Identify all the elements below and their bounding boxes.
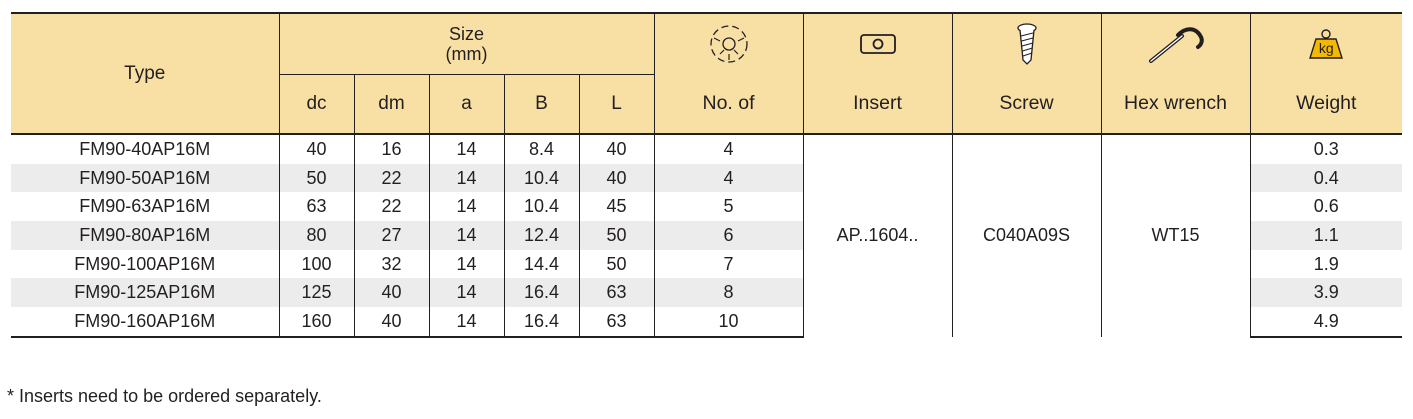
cell-type: FM90-160AP16M — [11, 307, 279, 337]
header-screw — [952, 13, 1101, 134]
cell-weight: 0.3 — [1250, 134, 1402, 164]
spec-table-wrapper — [11, 12, 1402, 338]
cell-a: 14 — [429, 134, 504, 164]
header-size — [279, 13, 654, 74]
cell-l: 40 — [579, 134, 654, 164]
header-weight-label: Weight — [1296, 92, 1357, 114]
footnote: * Inserts need to be ordered separately. — [7, 386, 322, 406]
cell-a: 14 — [429, 278, 504, 307]
cell-dm: 27 — [354, 221, 429, 250]
cell-dc: 100 — [279, 250, 354, 279]
insert-icon — [858, 14, 898, 74]
cell-l: 50 — [579, 250, 654, 279]
cell-dc: 160 — [279, 307, 354, 337]
header-insert — [803, 13, 952, 134]
cell-weight: 4.9 — [1250, 307, 1402, 337]
cell-type: FM90-40AP16M — [11, 134, 279, 164]
header-hex-wrench-label: Hex wrench — [1124, 92, 1227, 114]
table-header — [11, 13, 1402, 134]
cell-dm: 32 — [354, 250, 429, 279]
spec-table — [11, 12, 1402, 338]
hex-wrench-icon — [1146, 14, 1206, 74]
cell-b: 10.4 — [504, 164, 579, 193]
table-row — [11, 134, 1402, 164]
cell-l: 50 — [579, 221, 654, 250]
header-weight — [1250, 13, 1402, 134]
cell-weight: 3.9 — [1250, 278, 1402, 307]
header-a: a — [429, 74, 504, 134]
cell-l: 45 — [579, 192, 654, 221]
cell-no-of: 8 — [654, 278, 803, 307]
weight-kg-icon — [1308, 14, 1344, 74]
cell-dm: 22 — [354, 192, 429, 221]
cell-a: 14 — [429, 221, 504, 250]
cell-weight: 0.4 — [1250, 164, 1402, 193]
cell-no-of: 4 — [654, 134, 803, 164]
cell-weight: 1.1 — [1250, 221, 1402, 250]
cell-l: 63 — [579, 278, 654, 307]
cell-dc: 50 — [279, 164, 354, 193]
cell-dc: 80 — [279, 221, 354, 250]
header-no-of — [654, 13, 803, 134]
cell-dm: 22 — [354, 164, 429, 193]
cell-b: 16.4 — [504, 278, 579, 307]
cell-screw: C040A09S — [952, 134, 1101, 337]
header-type: Type — [11, 13, 279, 134]
cell-a: 14 — [429, 192, 504, 221]
cell-b: 12.4 — [504, 221, 579, 250]
screw-icon — [1016, 14, 1038, 74]
cell-insert: AP..1604.. — [803, 134, 952, 337]
cell-b: 8.4 — [504, 134, 579, 164]
header-b: B — [504, 74, 579, 134]
cell-dc: 63 — [279, 192, 354, 221]
cell-hex-wrench: WT15 — [1101, 134, 1250, 337]
table-body — [11, 134, 1402, 337]
cell-weight: 0.6 — [1250, 192, 1402, 221]
cell-no-of: 5 — [654, 192, 803, 221]
weight-icon-label: kg — [1318, 40, 1334, 56]
header-screw-label: Screw — [999, 92, 1054, 114]
cell-weight: 1.9 — [1250, 250, 1402, 279]
cell-b: 14.4 — [504, 250, 579, 279]
header-size-line1: Size — [449, 23, 485, 44]
header-dm: dm — [354, 74, 429, 134]
cell-l: 63 — [579, 307, 654, 337]
cell-a: 14 — [429, 250, 504, 279]
cell-type: FM90-80AP16M — [11, 221, 279, 250]
header-insert-label: Insert — [853, 92, 902, 114]
cell-no-of: 10 — [654, 307, 803, 337]
cell-dm: 40 — [354, 307, 429, 337]
cell-a: 14 — [429, 307, 504, 337]
cell-dc: 40 — [279, 134, 354, 164]
cell-dm: 16 — [354, 134, 429, 164]
header-hex-wrench — [1101, 13, 1250, 134]
cell-type: FM90-100AP16M — [11, 250, 279, 279]
cell-type: FM90-125AP16M — [11, 278, 279, 307]
cell-dm: 40 — [354, 278, 429, 307]
header-l: L — [579, 74, 654, 134]
header-no-of-label: No. of — [702, 92, 755, 114]
header-size-line2: (mm) — [445, 43, 488, 64]
cell-l: 40 — [579, 164, 654, 193]
cell-a: 14 — [429, 164, 504, 193]
cell-dc: 125 — [279, 278, 354, 307]
cutter-face-icon — [706, 14, 752, 74]
header-dc: dc — [279, 74, 354, 134]
cell-no-of: 7 — [654, 250, 803, 279]
cell-no-of: 6 — [654, 221, 803, 250]
cell-b: 10.4 — [504, 192, 579, 221]
cell-type: FM90-63AP16M — [11, 192, 279, 221]
cell-type: FM90-50AP16M — [11, 164, 279, 193]
cell-b: 16.4 — [504, 307, 579, 337]
cell-no-of: 4 — [654, 164, 803, 193]
